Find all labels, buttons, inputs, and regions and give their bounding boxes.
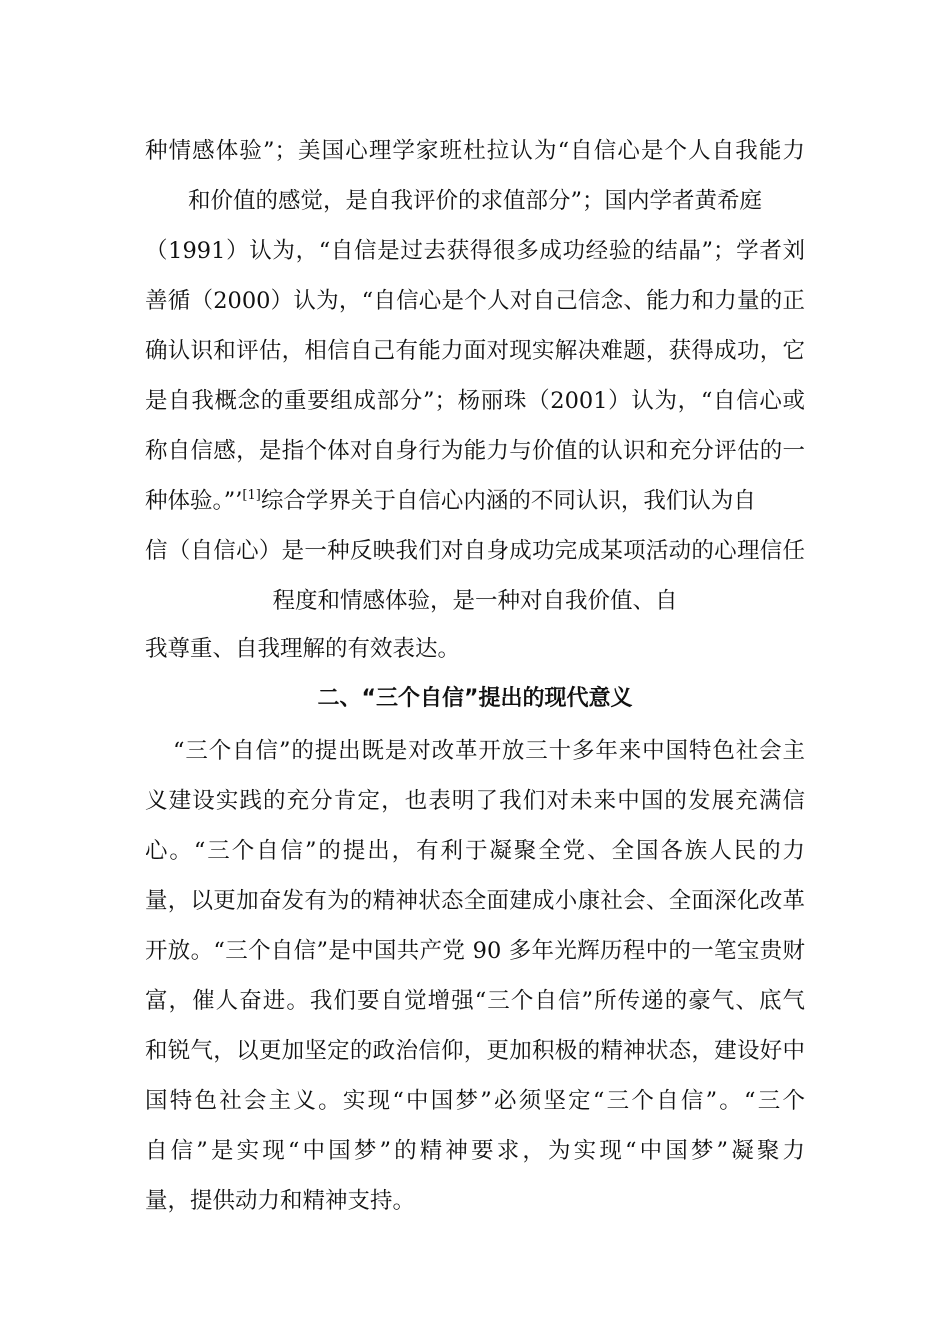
body-text-line — [145, 476, 805, 527]
body-text-line: 和价值的感觉，是自我评价的求值部分”；国内学者黄希庭 — [187, 188, 762, 214]
body-text-line: 自信”是实现“中国梦”的精神要求，为实现“中国梦”凝聚力 — [145, 1138, 805, 1164]
body-text-line: 心。“三个自信”的提出，有利于凝聚全党、全国各族人民的力 — [145, 838, 805, 864]
body-text-line: 义建设实践的充分肯定，也表明了我们对未来中国的发展充满信 — [145, 788, 805, 814]
reference-mark: [1] — [242, 488, 261, 503]
body-text-line: 信（自信心）是一种反映我们对自身成功完成某项活动的心理信任 — [145, 538, 805, 564]
body-text-line: 量，以更加奋发有为的精神状态全面建成小康社会、全面深化改革 — [145, 888, 805, 914]
body-text-line: 富，催人奋进。我们要自觉增强“三个自信”所传递的豪气、底气 — [145, 988, 805, 1014]
body-text-segment: 综合学界关于自信心内涵的不同认识，我们认为自 — [260, 488, 756, 514]
body-text-line: 我尊重、自我理解的有效表达。 — [145, 636, 461, 662]
body-text-line: 程度和情感体验，是一种对自我价值、自 — [272, 588, 678, 614]
body-text-line: 量，提供动力和精神支持。 — [145, 1188, 416, 1214]
body-text-line: 国特色社会主义。实现“中国梦”必须坚定“三个自信”。“三个 — [145, 1088, 805, 1114]
body-text-line: 和锐气，以更加坚定的政治信仰，更加积极的精神状态，建设好中 — [145, 1038, 805, 1064]
body-text-line: 称自信感，是指个体对自身行为能力与价值的认识和充分评估的一 — [145, 438, 805, 464]
body-text-line: 确认识和评估，相信自己有能力面对现实解决难题，获得成功，它 — [145, 338, 805, 364]
body-text-line: 种情感体验”；美国心理学家班杜拉认为“自信心是个人自我能力 — [145, 138, 805, 164]
body-text-line: “三个自信”的提出既是对改革开放三十多年来中国特色社会主 — [173, 738, 805, 764]
body-text-line: 开放。“三个自信”是中国共产党 90 多年光辉历程中的一笔宝贵财 — [145, 938, 805, 964]
body-text-line: 是自我概念的重要组成部分”；杨丽珠（2001）认为，“自信心或 — [145, 388, 805, 414]
body-text-segment: 种体验。”’ — [145, 488, 243, 514]
body-text-line: 善循（2000）认为，“自信心是个人对自己信念、能力和力量的正 — [145, 288, 805, 314]
section-heading: 二、“三个自信”提出的现代意义 — [317, 686, 633, 711]
body-text-line: （1991）认为，“自信是过去获得很多成功经验的结晶”；学者刘 — [145, 238, 805, 264]
